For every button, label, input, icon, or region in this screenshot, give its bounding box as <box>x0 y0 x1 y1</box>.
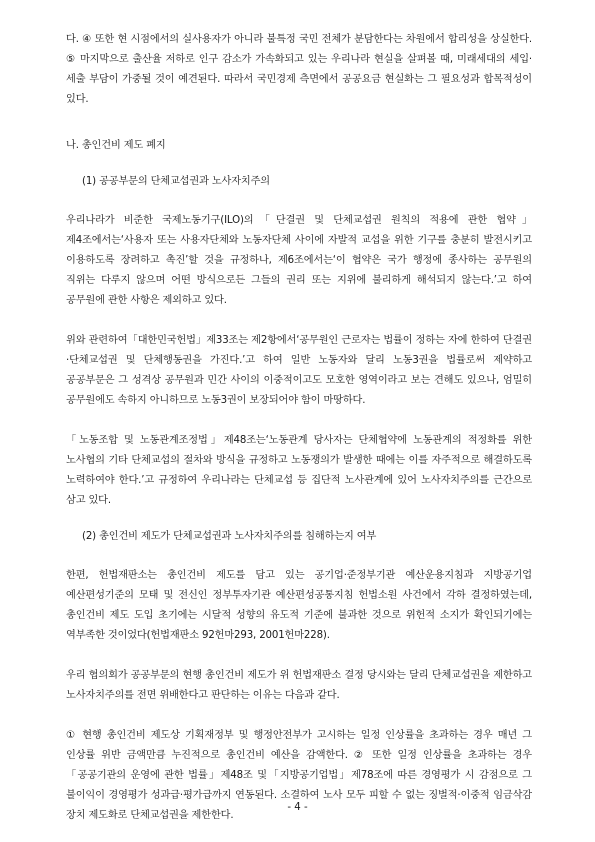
document-body <box>66 30 532 826</box>
paragraph-continued: 다. ④ 또한 현 시점에서의 실사용자가 아니라 불특정 국민 전체가 분담한다는 차원에서 합리성을 상실한다. ⑤ 마지막으로 출산율 저하로 인구 감소가 가속화되고 있는 우리나라 현실을 살펴볼 때, 미래세대의 세입·세출 부담이 가중될 것이 예견된다. 따라서 국민경제 측면에서 공공요금 현실화는 그 필요성과 합목적성이 있다. <box>66 34 532 105</box>
paragraph-constitutional-court: 한편, 헌법재판소는 총인건비 제도를 담고 있는 공기업·준정부기관 예산운용지침과 지방공기업 예산편성기준의 모태 및 전신인 정부투자기관 예산편성공통지침 헌법소원 사건에서 각하 결정하였는데, 총인건비 제도 도입 초기에는 시달적 성향의 유도적 기준에 불과한 것으로 위헌적 소지가 확인되기에는 역부족한 것이었다(헌법재판소 92헌마293, 2001헌마228). <box>66 570 532 641</box>
paragraph-constitution: 위와 관련하여「대한민국헌법」제33조는 제2항에서‘공무원인 근로자는 법률이 정하는 자에 한하여 단결권·단체교섭권 및 단체행동권을 가진다.’고 하여 일반 노동자와 달리 노동3권을 법률로써 제약하고 공공부문은 그 성격상 공무원과 민간 사이의 이중적이고도 모호한 영역이라고 보는 견해도 있으나, 엄밀히 공무원에도 속하지 아니하므로 노동3권이 보장되어야 함이 마땅하다. <box>66 335 532 406</box>
subsection-heading-2: (2) 총인건비 제도가 단체교섭권과 노사자치주의를 침해하는지 여부 <box>82 531 377 542</box>
paragraph-reasons: ① 현행 총인건비 제도상 기획재정부 및 행정안전부가 고시하는 일정 인상률을 초과하는 경우 매년 그 인상률 위반 금액만큼 누진적으로 총인건비 예산을 감액한다. ② 또한 일정 인상률을 초과하는 경우「공공기관의 운영에 관한 법률」제48조 및「지방공기업법」제78조에 따른 경영평가 시 감점으로 그 불이익이 경영평가 성과급·평가급까지 연동된다. 소결하여 노사 모두 피할 수 없는 징벌적·이중적 임금삭감 장치 제도화로 단체교섭권을 제한한다. <box>66 730 532 821</box>
page-number: - 4 - <box>287 802 308 813</box>
paragraph-labor-act: 「노동조합 및 노동관계조정법」제48조는‘노동관계 당사자는 단체협약에 노동관계의 적정화를 위한 노사협의 기타 단체교섭의 절차와 방식을 규정하고 노동쟁의가 발생한 때에는 이를 자주적으로 해결하도록 노력하여야 한다.’고 규정하여 우리나라는 단체교섭 등 집단적 노사관계에 있어 노사자치주의를 근간으로 삼고 있다. <box>66 435 532 506</box>
section-heading: 나. 총인건비 제도 폐지 <box>66 140 166 151</box>
paragraph-council-position: 우리 협의회가 공공부문의 현행 총인건비 제도가 위 헌법재판소 결정 당시와는 달리 단체교섭권을 제한하고 노사자치주의를 전면 위배한다고 판단하는 이유는 다음과 같다. <box>66 670 532 701</box>
subsection-heading-1: (1) 공공부문의 단체교섭권과 노사자치주의 <box>82 176 270 187</box>
paragraph-ilo-convention: 우리나라가 비준한 국제노동기구(ILO)의「단결권 및 단체교섭권 원칙의 적용에 관한 협약」제4조에서는‘사용자 또는 사용자단체와 노동자단체 사이에 자발적 교섭을 위한 기구를 충분히 발전시키고 이용하도록 장려하고 촉진’할 것을 규정하나, 제6조에서는‘이 협약은 국가 행정에 종사하는 공무원의 직위는 다루지 않으며 어떤 방식으로든 그들의 권리 또는 지위에 불리하게 해석되지 않는다.’고 하여 공무원에 관한 사항은 제외하고 있다. <box>66 215 532 306</box>
